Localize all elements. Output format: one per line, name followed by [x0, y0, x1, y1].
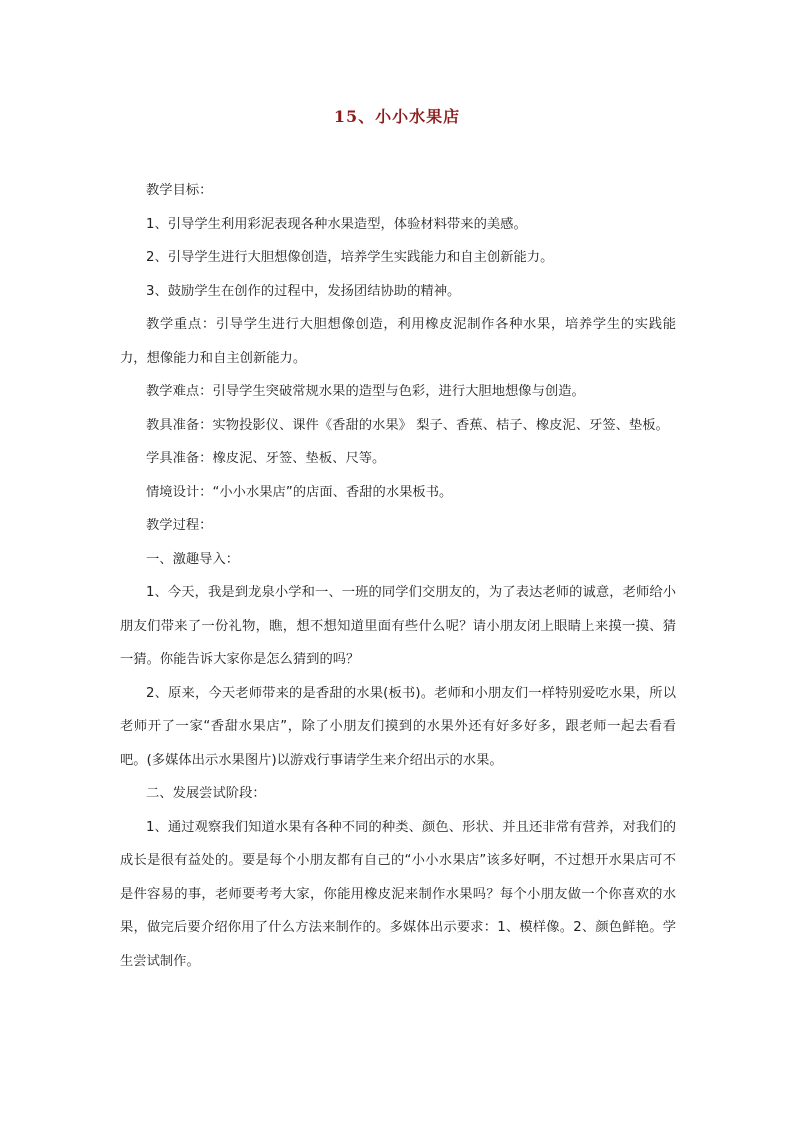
paragraph: 教学过程：: [146, 518, 213, 533]
paragraph: 教具准备：实物投影仪、课件《香甜的水果》 梨子、香蕉、桔子、橡皮泥、牙签、垫板。: [146, 417, 669, 433]
paragraph: 学具准备：橡皮泥、牙签、垫板、尺等。: [146, 451, 386, 466]
paragraph: 教学难点：引导学生突破常规水果的造型与色彩，进行大胆地想像与创造。: [146, 384, 585, 399]
paragraph: 3、鼓励学生在创作的过程中，发扬团结协助的精神。: [146, 283, 461, 299]
paragraph: 一、激趣导入：: [146, 551, 240, 567]
document-title: 15、小小水果店: [333, 107, 461, 126]
paragraph: 情境设计：“小小水果店”的店面、香甜的水果板书。: [146, 484, 453, 500]
paragraph: 1、今天，我是到龙泉小学和一、一班的同学们交朋友的，为了表达老师的诚意，老师给小朋友们带来了一份礼物，瞧，想不想知道里面有些什么呢？请小朋友闭上眼睛上来摸一摸、猜一猜。你能告诉大家你是怎么猜到的吗？: [120, 585, 676, 667]
paragraph: 教学重点：引导学生进行大胆想像创造，利用橡皮泥制作各种水果，培养学生的实践能力，想像能力和自主创新能力。: [120, 317, 676, 366]
paragraph: 二、发展尝试阶段：: [146, 786, 266, 801]
paragraph: 教学目标：: [146, 183, 213, 198]
document-body: [120, 174, 676, 978]
paragraph: 2、引导学生进行大胆想像创造，培养学生实践能力和自主创新能力。: [146, 250, 554, 265]
paragraph: 1、引导学生利用彩泥表现各种水果造型，体验材料带来的美感。: [146, 216, 527, 232]
paragraph: 1、通过观察我们知道水果有各种不同的种类、颜色、形状、并且还非常有营养，对我们的成长是很有益处的。要是每个小朋友都有自己的“小小水果店”该多好啊，不过想开水果店可不是件容易的事，老师要考考大家，你能用橡皮泥来制作水果吗？每个小朋友做一个你喜欢的水果，做完后要介绍你用了什么方法来制作的。多媒体出示要求：1、模样像。2、颜色鲜艳。学生尝试制作。: [120, 819, 676, 969]
paragraph: 2、原来，今天老师带来的是香甜的水果(板书)。老师和小朋友们一样特别爱吃水果，所以老师开了一家“香甜水果店”，除了小朋友们摸到的水果外还有好多好多，跟老师一起去看看吧。(多媒体出示水果图片)以游戏行事请学生来介绍出示的水果。: [120, 685, 676, 768]
